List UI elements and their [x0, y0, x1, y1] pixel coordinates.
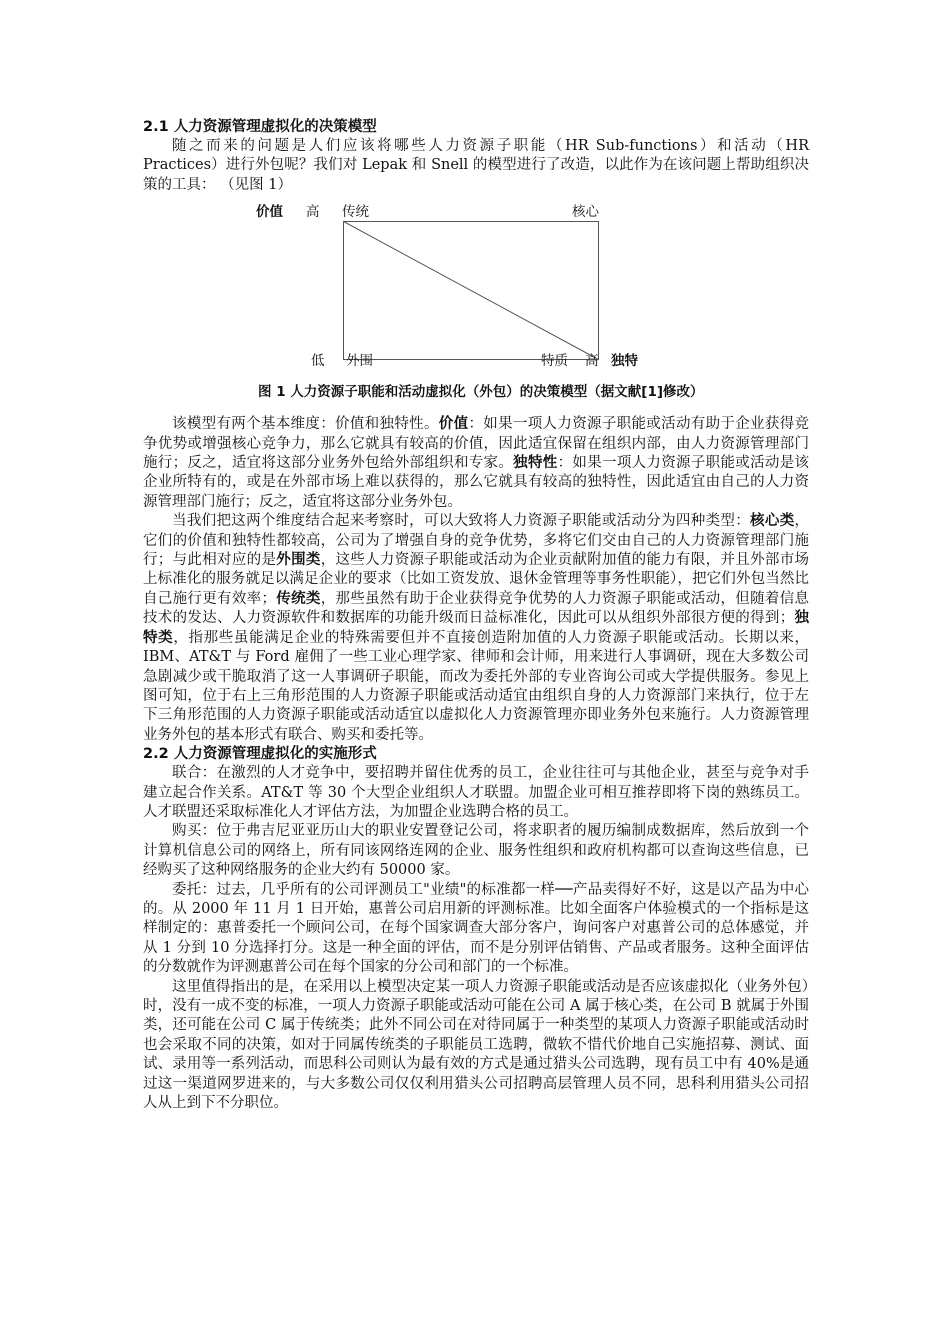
purchase-paragraph: 购买：位于弗吉尼亚亚历山大的职业安置登记公司，将求职者的履历编制成数据库，然后放到一个计算机信息公司的网络上，所有同该网络连网的企业、服务性组织和政府机构都可以查询这些信息，已经购买了这种网络服务的企业大约有 50000 家。 — [143, 823, 809, 879]
quadrant-chart-box — [343, 221, 599, 360]
quadrant-core-label: 核心 — [572, 204, 599, 221]
union-paragraph: 联合：在激烈的人才竞争中，要招聘并留住优秀的员工，企业往往可与其他企业，甚至与竞争对手建立起合作关系。AT&T 等 30 个大型企业组织人才联盟。加盟企业可相互推荐即将下岗的熟练员工。人才联盟还采取标准化人才评估方法，为加盟企业选聘合格的员工。 — [143, 765, 809, 820]
dimensions-paragraph — [143, 415, 809, 512]
types-paragraph — [143, 512, 809, 745]
note-paragraph: 这里值得指出的是，在采用以上模型决定某一项人力资源子职能或活动是否应该虚拟化（业务外包）时，没有一成不变的标准，一项人力资源子职能或活动可能在公司 A 属于核心类，在公司 B 就属于外围类，还可能在公司 C 属于传统类；此外不同公司在对待同属于一种类型的某项人力资源子职能或活动时也会采取不同的决策，如对于同属传统类的子职能员工选聘，微软不惜代价地自己实施招募、测试、面试、录用等一系列活动，而思科公司则认为最有效的方式是通过猎头公司选聘，现有员工中有 40%是通过这一渠道网罗进来的，与大多数公司仅仅利用猎头公司招聘高层管理人员不同，思科利用猎头公司招人从上到下不分职位。 — [143, 978, 809, 1112]
y-axis-low-label: 低 — [311, 353, 325, 370]
document-body — [143, 118, 809, 1113]
term-traditional: 传统类 — [275, 590, 321, 607]
text-run: 该模型有两个基本维度：价值和独特性。 — [172, 416, 439, 433]
text-run: ，指那些虽能满足企业的特殊需要但并不直接创造附加值的人力资源子职能或活动。长期以来，IBM、AT&T 与 Ford 雇佣了一些工业心理学家、律师和会计师，用来进行人事调研，现在大多数公司急剧减少或干脆取消了这一人事调研子职能，而改为委托外部的专业咨询公司或大学提供服务。参见上图可知，位于右上三角形范围的人力资源子职能或活动适宜由组织自身的人力资源部门来执行，位于左下三角形范围的人力资源子职能或活动适宜以虚拟化人力资源管理亦即业务外包来施行。人力资源管理业务外包的基本形式有联合、购买和委托等。 — [143, 629, 810, 743]
intro-paragraph: 随之而来的问题是人们应该将哪些人力资源子职能（HR Sub-functions）和活动（HR Practices）进行外包呢？我们对 Lepak 和 Snell 的模型进行了改造，以此作为在该问题上帮助组织决策的工具： （见图 1） — [143, 138, 809, 193]
entrust-paragraph: 委托：过去，几乎所有的公司评测员工"业绩"的标准都一样──产品卖得好不好，这是以产品为中心的。从 2000 年 11 月 1 日开始，惠普公司启用新的评测标准。比如全面客户体验模式的一个指标是这样制定的：惠普委托一个顾问公司，在每个国家调查大部分客户，询问客户对惠普公司的总体感觉，并从 1 分到 10 分选择打分。这是一种全面的评估，而不是分别评估销售、产品或者服务。这种全面评估的分数就作为评测惠普公司在每个国家的分公司和部门的一个标准。 — [143, 881, 809, 976]
text-run: ：如果一项人力资源子职能或活动是该企业所特有的，或是在外部市场上难以获得的，那么它就具有较高的独特性，因此适宜由自己的人力资源管理部门施行；反之，适宜将这部分业务外包。 — [143, 455, 810, 510]
quadrant-peripheral-label: 外围 — [346, 353, 373, 370]
quadrant-traditional-label: 传统 — [342, 204, 369, 221]
term-core: 核心类 — [750, 513, 795, 530]
term-value: 价值 — [438, 416, 469, 433]
x-axis-high-label: 高 — [585, 353, 599, 370]
section-heading-decision-model: 2.1 人力资源管理虚拟化的决策模型 — [143, 119, 377, 135]
text-run: ，那些虽然有助于企业获得竞争优势的人力资源子职能或活动，但随着信息技术的发达、人力资源软件和数据库的功能升级而日益标准化，因此可以从组织外部很方便的得到； — [143, 590, 810, 627]
figure-caption: 图 1 人力资源子职能和活动虚拟化（外包）的决策模型（据文献[1]修改） — [258, 384, 704, 401]
decision-model-figure — [143, 204, 809, 404]
x-axis-label: 独特 — [611, 353, 638, 370]
section-heading-implementation: 2.2 人力资源管理虚拟化的实施形式 — [143, 746, 377, 763]
text-run: ：如果一项人力资源子职能或活动有助于企业获得竞争优势或增强核心竞争力，那么它就具有较高的价值，因此适宜保留在组织内部，由人力资源管理部门施行；反之，适宜将这部分业务外包给外部组织和专家。 — [143, 416, 810, 472]
quadrant-idiosyncratic-label: 特质 — [541, 353, 568, 370]
term-peripheral: 外围类 — [276, 552, 321, 569]
quadrant-diagonal — [344, 222, 599, 360]
term-uniqueness: 独特性 — [513, 455, 558, 472]
text-run: ，它们的价值和独特性都较高，公司为了增强自身的竞争优势，多将它们交由自己的人力资源管理部门施行；与此相对应的是 — [143, 513, 810, 569]
text-run: 当我们把这两个维度结合起来考察时，可以大致将人力资源子职能或活动分为四种类型： — [172, 513, 751, 530]
term-idiosyncratic: 独特类 — [143, 610, 810, 646]
y-axis-high-label: 高 — [306, 204, 320, 221]
y-axis-label: 价值 — [256, 204, 283, 221]
text-run: ，这些人力资源子职能或活动为企业贡献附加值的能力有限，并且外部市场上标准化的服务就足以满足企业的要求（比如工资发放、退休金管理等事务性职能），把它们外包当然比自己施行更有效率； — [143, 552, 810, 607]
